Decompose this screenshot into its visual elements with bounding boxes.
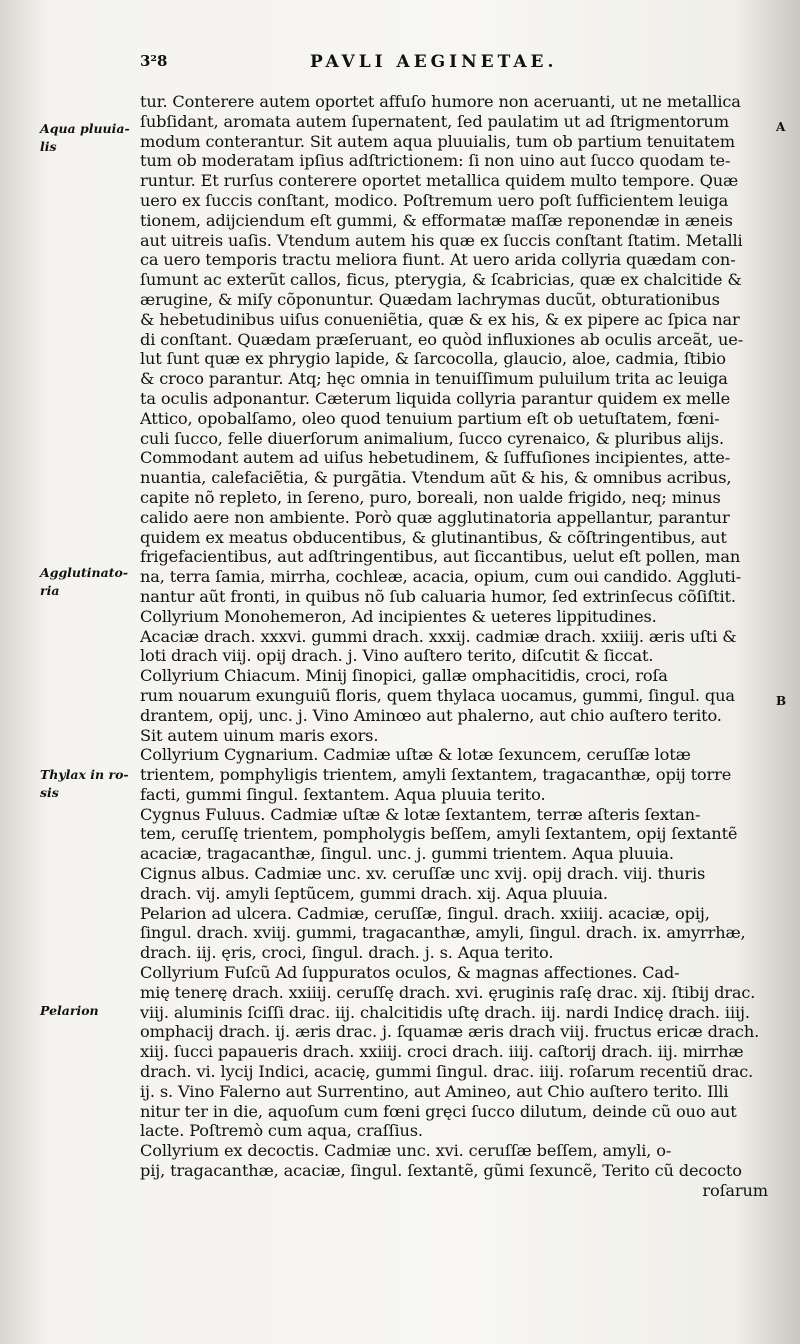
text-line: nitur ter in die, aquoſum cum fœni gręci ſucco dilutum, deinde cũ ouo aut: [140, 1101, 737, 1121]
text-line: quidem ex meatus obducentibus, & glutinantibus, & cõſtringentibus, aut: [140, 527, 727, 547]
section-letter-a: A: [776, 120, 786, 134]
text-line: drantem, opij, unc. j. Vino Aminœo aut phalerno, aut chio auſtero terito.: [140, 705, 722, 725]
text-line: trientem, pomphyligis trientem, amyli ſextantem, tragacanthæ, opij torre: [140, 765, 732, 785]
text-line: aut uitreis uaſis. Vtendum autem his quæ ex ſuccis conſtant ſtatim. Metalli: [140, 230, 743, 250]
page-number: 3²8: [140, 52, 168, 70]
text-line: Sit autem uinum maris exors.: [140, 725, 379, 745]
text-line: xiij. ſucci papaueris drach. xxiiij. croci drach. iiij. caſtorij drach. iij. mirrhæ: [140, 1042, 744, 1062]
marginal-note-thylax: Thylax in ro- sis: [40, 767, 129, 800]
text-line: Collyrium Cygnarium. Cadmiæ uſtæ & lotæ ſexuncem, ceruſſæ lotæ: [140, 745, 691, 765]
text-line: frigefacientibus, aut adſtringentibus, aut ſiccantibus, uelut eſt pollen, man: [140, 547, 741, 567]
text-line: tur. Conterere autem oportet affuſo humore non aceruanti, ut ne metallica: [140, 92, 741, 111]
text-line: facti, gummi ſingul. ſextantem. Aqua pluuia terito.: [140, 784, 546, 804]
text-line: tum ob moderatam ipſius adſtrictionem: ſi non uino aut ſucco quodam te-: [140, 151, 731, 171]
text-line: lacte. Poſtremò cum aqua, craſſius.: [140, 1121, 423, 1141]
text-line: na, terra ſamia, mirrha, cochleæ, acacia, opium, cum oui candido. Aggluti-: [140, 567, 742, 587]
text-line: Cygnus Fuluus. Cadmiæ uſtæ & lotæ ſextantem, terræ aſteris ſextan-: [140, 804, 701, 824]
text-line: uero ex ſuccis conſtant, modico. Poſtremum uero poſt ſufficientem leuiga: [140, 190, 729, 210]
marginal-note-agglutinatoria: Agglutinato- ria: [40, 565, 129, 598]
text-line: Collyrium Chiacum. Minij ſinopici, gallæ omphacitidis, croci, roſa: [140, 666, 668, 686]
text-line: Cignus albus. Cadmiæ unc. xv. ceruſſæ unc xvij. opij drach. viij. thuris: [140, 864, 706, 884]
text-line: ſubſidant, aromata autem ſupernatent, ſed paulatim ut ad ſtrigmentorum: [140, 111, 729, 131]
text-line: drach. vij. amyli ſeptũcem, gummi drach. xij. Aqua pluuia.: [140, 883, 608, 903]
body-text: [140, 92, 768, 1201]
text-line: ſingul. drach. xviij. gummi, tragacanthæ, amyli, ſingul. drach. ix. amyrrhæ,: [140, 923, 746, 943]
text-line: nantur aũt fronti, in quibus nõ ſub caluaria humor, ſed extrinſecus cõſiſtit.: [140, 586, 736, 606]
marginal-note-aqua: Aqua pluuia- lis: [40, 121, 130, 154]
text-line: Collyrium Monohemeron, Ad incipientes & ueteres lippitudines.: [140, 606, 657, 626]
text-line: ta oculis adponantur. Cæterum liquida collyria parantur quidem ex melle: [140, 388, 731, 408]
text-line: calido aere non ambiente. Porò quæ agglutinatoria appellantur, parantur: [140, 507, 730, 527]
text-line: mię tenerę drach. xxiiij. ceruſſę drach. xvi. ęruginis raſę drac. xij. ſtibij drac.: [140, 982, 756, 1002]
text-line: rum nouarum exunguiũ floris, quem thylaca uocamus, gummi, ſingul. qua: [140, 685, 735, 705]
text-line: Pelarion ad ulcera. Cadmiæ, ceruſſæ, ſingul. drach. xxiiij. acaciæ, opij,: [140, 903, 710, 923]
text-line: ij. s. Vino Falerno aut Surrentino, aut Amineo, aut Chio auſtero terito. Illi: [140, 1081, 729, 1101]
text-line: modum conterantur. Sit autem aqua pluuialis, tum ob partium tenuitatem: [140, 131, 735, 151]
text-line: pij, tragacanthæ, acaciæ, ſingul. ſextantẽ, gũmi ſexuncẽ, Terito cũ decocto: [140, 1161, 742, 1181]
page-header: [140, 52, 760, 78]
text-line: runtur. Et rurſus conterere oportet metallica quidem multo tempore. Quæ: [140, 171, 739, 191]
text-line: nuantia, calefaciẽtia, & purgãtia. Vtendum aũt & his, & omnibus acribus,: [140, 468, 732, 488]
text-line: ca uero temporis tractu meliora fiunt. At uero arida collyria quædam con-: [140, 250, 736, 270]
text-line: lut ſunt quæ ex phrygio lapide, & ſarcocolla, glaucio, aloe, cadmia, ſtibio: [140, 349, 726, 369]
text-line: Acaciæ drach. xxxvi. gummi drach. xxxij. cadmiæ drach. xxiiij. æris uſti &: [140, 626, 737, 646]
text-line: drach. vi. lycij Indici, acacię, gummi ſingul. drac. iiij. roſarum recentiũ drac.: [140, 1062, 754, 1082]
text-line: ſumunt ac exterũt callos, ficus, pterygia, & ſcabricias, quæ ex chalcitide &: [140, 270, 742, 290]
marginal-note-pelarion: Pelarion: [40, 1003, 99, 1018]
text-line: Collyrium Fuſcũ Ad ſuppuratos oculos, & magnas affectiones. Cad-: [140, 963, 680, 983]
text-line: Commodant autem ad uiſus hebetudinem, & ſuffuſiones incipientes, atte-: [140, 448, 731, 468]
text-line: omphacij drach. ij. æris drac. j. ſquamæ æris drach viij. fructus ericæ drach.: [140, 1022, 760, 1042]
text-line: roſarum: [702, 1180, 768, 1200]
text-line: di conſtant. Quædam præſeruant, eo quòd influxiones ab oculis arceãt, ue-: [140, 329, 744, 349]
text-line: ærugine, & miſy cõponuntur. Quædam lachrymas ducũt, obturationibus: [140, 289, 720, 309]
text-line: culi ſucco, felle diuerſorum animalium, ſucco cyrenaico, & pluribus alijs.: [140, 428, 724, 448]
text-line: acaciæ, tragacanthæ, ſingul. unc. j. gummi trientem. Aqua pluuia.: [140, 844, 674, 864]
text-line: capite nõ repleto, in ſereno, puro, boreali, non ualde frigido, neq; minus: [140, 487, 721, 507]
text-line: & croco parantur. Atq; hęc omnia in tenuiſſimum puluilum trita ac leuiga: [140, 369, 728, 389]
text-line: loti drach viij. opij drach. j. Vino auſtero terito, diſcutit & ſiccat.: [140, 646, 654, 666]
text-line: Attico, opobalſamo, oleo quod tenuium partium eſt ob uetuſtatem, fœni-: [140, 408, 720, 428]
section-letter-b: B: [776, 694, 787, 708]
text-line: Collyrium ex decoctis. Cadmiæ unc. xvi. ceruſſæ beſſem, amyli, o-: [140, 1141, 672, 1161]
running-title: PAVLI AEGINETAE.: [310, 52, 558, 72]
text-line: & hebetudinibus uiſus conueniẽtia, quæ & ex his, & ex pipere ac ſpica nar: [140, 309, 740, 329]
text-line: viij. aluminis ſciſſi drac. iij. chalcitidis uſtę drach. iij. nardi Indicę drach. iiij.: [140, 1002, 750, 1022]
text-line: tem, ceruſſę trientem, pompholygis beſſem, amyli ſextantem, opij ſextantẽ: [140, 824, 738, 844]
text-line: tionem, adijciendum eſt gummi, & efformatæ maſſæ reponendæ in æneis: [140, 210, 733, 230]
text-line: drach. iij. ęris, croci, ſingul. drach. j. s. Aqua terito.: [140, 943, 554, 963]
